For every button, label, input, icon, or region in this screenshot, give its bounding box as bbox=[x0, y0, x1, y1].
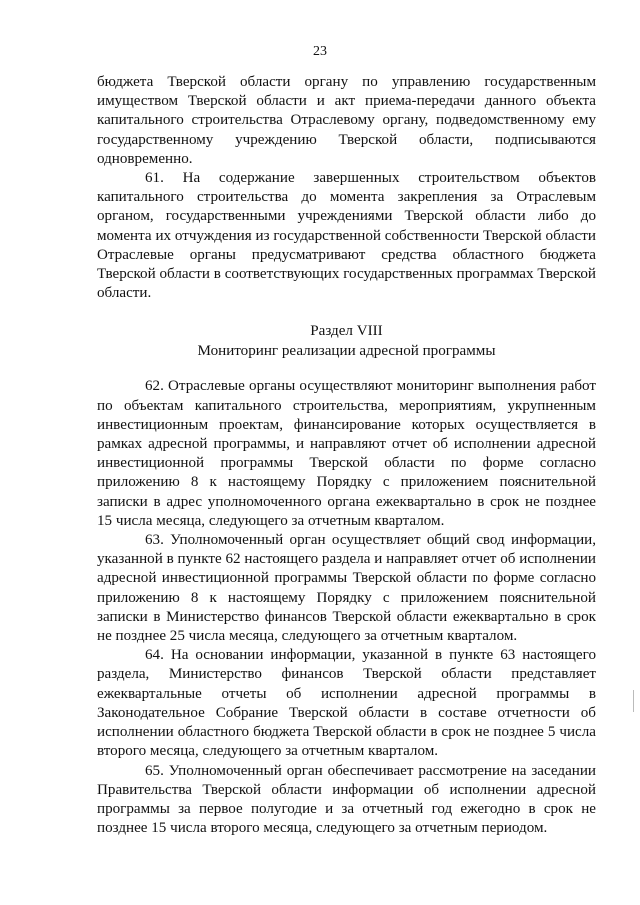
section-header bbox=[97, 321, 596, 361]
paragraph-65: 65. Уполномоченный орган обеспечивает рассмотрение на заседании Правительства Тверской области информации об исполнении адресной программы за первое полугодие и за отчетный год ежегодно в срок не позднее 15 числа второго месяца, следующего за отчетным периодом. bbox=[97, 762, 596, 837]
paragraph-continuation: бюджета Тверской области органу по управлению государственным имуществом Тверской области и акт приема-передачи данного объекта капитального строительства Отраслевому органу, подведомственному ему государственному учреждению Тверской области, подписываются одновременно. bbox=[97, 74, 596, 167]
section-title: Мониторинг реализации адресной программы bbox=[197, 343, 496, 360]
paragraph-62: 62. Отраслевые органы осуществляют мониторинг выполнения работ по объектам капитального строительства, мероприятиям, укрупненным инвестиционным проектам, финансирование которых осуществляется в рамках адресной программы, и направляют отчет об исполнении адресной инвестиционной программы Тверской области по форме согласно приложению 8 к настоящему Порядку с приложением пояснительной записки в адрес уполномоченного органа ежеквартально в срок не позднее 15 числа месяца, следующего за отчетным кварталом. bbox=[97, 378, 596, 529]
page-number: 23 bbox=[313, 44, 327, 59]
paragraph-61: 61. На содержание завершенных строительством объектов капитального строительства до момента закрепления за Отраслевым органом, государственными учреждениями Тверской области либо до момента их отчуждения из государственной собственности Тверской области Отраслевые органы предусматривают средства областного бюджета Тверской области в соответствующих государственных программах Тверской области. bbox=[97, 170, 596, 302]
paragraph-63: 63. Уполномоченный орган осуществляет общий свод информации, указанной в пункте 62 настоящего раздела и направляет отчет об исполнении адресной инвестиционной программы Тверской области по форме согласно приложению 8 к настоящему Порядку с приложением пояснительной записки в Министерство финансов Тверской области ежеквартально в срок не позднее 25 числа месяца, следующего за отчетным кварталом. bbox=[97, 532, 596, 645]
section-label: Раздел VIII bbox=[310, 323, 383, 340]
scan-margin-mark bbox=[633, 690, 634, 712]
document-body bbox=[97, 73, 596, 838]
paragraph-64: 64. На основании информации, указанной в пункте 63 настоящего раздела, Министерство финансов Тверской области представляет ежеквартальные отчеты об исполнении адресной программы в Законодательное Собрание Тверской области в составе отчетности об исполнении областного бюджета Тверской области в срок не позднее 5 числа второго месяца, следующего за отчетным кварталом. bbox=[97, 647, 596, 760]
